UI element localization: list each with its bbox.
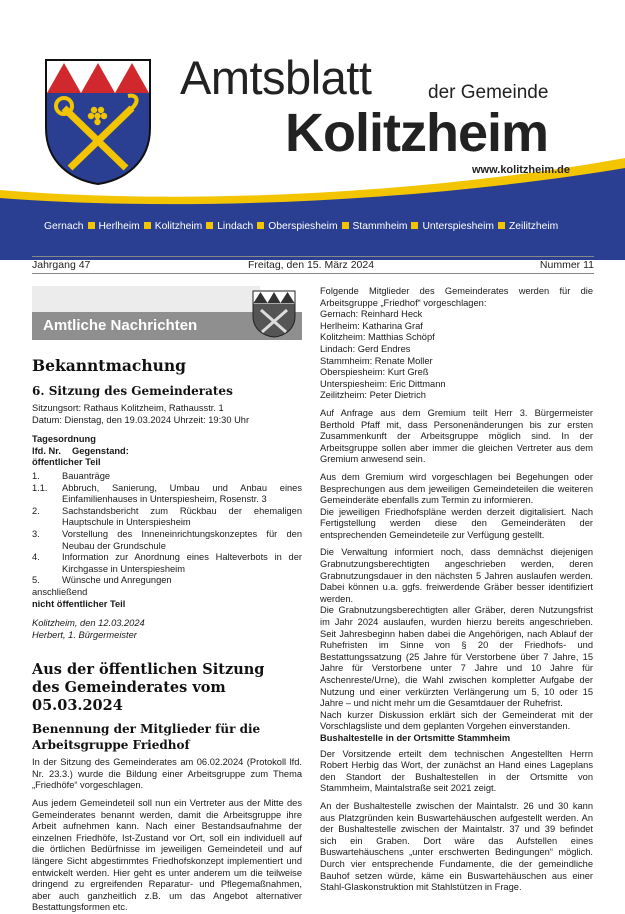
heading-public-session (32, 661, 302, 715)
district-name: Lindach (217, 221, 254, 232)
paragraph: Die Grabnutzungsberechtigten aller Gräber, deren Nutzungsfrist im Jahr 2024 auslaufen, wurden hierzu bereits angeschrieben. Seit Jahresbeginn haben dabei die Angehörigen, nach Ablauf der Ruhefristen im Sinne von § 20 der Friedhofs- und Bestattungssatzung (25 Jahre für Verstorbene über 7 Jahre, 15 Jahre für Verstorbene unter 7 Jahre und 10 Jahre für Aschenreste/Urne), die Wahl zwischen kompletter Aufgabe der Nutzung und einer verkürzten Verlängerung um 5, 10 oder 15 Jahre – und nicht mehr um die Gesamtdauer der Ruhefrist. (320, 605, 593, 709)
agenda-col-subject: Gegenstand: (72, 445, 129, 456)
member-item: Oberspiesheim: Kurt Greß (320, 367, 429, 378)
district-name: Zeilitzheim (509, 221, 559, 232)
member-item: Lindach: Gerd Endres (320, 343, 411, 354)
right-column (320, 286, 593, 894)
district-name: Stammheim (352, 221, 408, 232)
subheading-bus-stop: Bushaltestelle in der Ortsmitte Stammheim (320, 732, 511, 743)
district-name: Unterspiesheim (422, 221, 495, 232)
issue-volume: Jahrgang 47 (32, 259, 91, 271)
issue-info-bar (32, 256, 594, 274)
agenda-item: 1. Bauanträge (32, 470, 111, 481)
heading-line: Benennung der Mitglieder für die (32, 722, 261, 737)
agenda-title: Tagesordnung (32, 434, 96, 445)
signature-place-date: Kolitzheim, den 12.03.2024 (32, 618, 145, 629)
left-column (32, 357, 302, 914)
paragraph: Auf Anfrage aus dem Gremium teilt Herr 3. Bürgermeister Berthold Pfaff mit, dass Personenänderungen bis zur ersten Zusammenkunft der Arbeitsgruppe möglich sind. In der Arbeitsgruppe sollen aber immer die gleichen Vertreter aus dem Gremium anwesend sein. (320, 407, 593, 465)
agenda-col-number: lfd. Nr. (32, 445, 61, 456)
district-name: Oberspiesheim (268, 221, 338, 232)
non-public-part-label: nicht öffentlicher Teil (32, 598, 126, 609)
agenda-item: 5. Wünsche und Anregungen (32, 575, 172, 586)
heading-bekanntmachung: Bekanntmachung (32, 356, 186, 375)
heading-line: des Gemeinderates vom 05.03.2024 (32, 679, 226, 715)
square-bullet-icon (257, 222, 264, 229)
then-label: anschließend (32, 586, 88, 597)
paragraph: Der Vorsitzende erteilt dem technischen Angestellten Herrn Robert Herbig das Wort, der zunächst an Hand eines Lageplans den Standort der Bushaltestellen in der Ortsmitte von Stammheim, Maintalstraße seit 2021 zeigt. (320, 748, 593, 794)
agenda-item: 1.1. Abbruch, Sanierung, Umbau und Anbau eines Einfamilienhauses in Unterspiesheim, Rosenstr. 3 (32, 482, 302, 505)
district-name: Herlheim (98, 221, 140, 232)
paragraph: Aus dem Gremium wird vorgeschlagen bei Begehungen oder Besprechungen aus dem jeweiligen Gemeindeteilen die weiteren Gemeinderäte ebenfalls zum Termin zu informieren. (320, 471, 593, 506)
meeting-date: Datum: Dienstag, den 19.03.2024 Uhrzeit: 19:30 Uhr (32, 414, 250, 425)
website-link[interactable]: www.kolitzheim.de (472, 164, 570, 176)
paragraph: Folgende Mitglieder des Gemeinderates werden für die Arbeitsgruppe „Friedhof“ vorgeschlagen: (320, 286, 593, 308)
paragraph: In der Sitzung des Gemeinderates am 06.02.2024 (Protokoll lfd. Nr. 23.3.) wurde die Bildung einer Arbeitsgruppe zum Thema „Friedhöfe“ vorgeschlagen. (32, 757, 302, 791)
signature-name: Herbert, 1. Bürgermeister (32, 629, 137, 640)
meeting-place: Sitzungsort: Rathaus Kolitzheim, Rathausstr. 1 (32, 403, 224, 413)
square-bullet-icon (144, 222, 151, 229)
square-bullet-icon (88, 222, 95, 229)
member-item: Unterspiesheim: Eric Dittmann (320, 378, 446, 389)
coat-of-arms-icon (44, 58, 152, 186)
issue-number: Nummer 11 (539, 259, 594, 271)
member-item: Herlheim: Katharina Graf (320, 320, 423, 331)
square-bullet-icon (411, 222, 418, 229)
masthead-municipality: Kolitzheim (285, 103, 549, 163)
issue-date: Freitag, den 15. März 2024 (248, 259, 375, 271)
heading-line: Arbeitsgruppe Friedhof (32, 738, 190, 753)
small-coat-of-arms-icon (252, 290, 296, 338)
paragraph: Die jeweiligen Friedhofspläne werden derzeit digitalisiert. Nach Fertigstellung werden diese den Gemeinderäten der entsprechenden Gemeindeteile zur Verfügung gestellt. (320, 506, 593, 540)
square-bullet-icon (342, 222, 349, 229)
masthead-title: Amtsblatt (180, 51, 372, 104)
paragraph: An der Bushaltestelle zwischen der Maintalstr. 26 und 30 kann aus Platzgründen kein Buswartehäuschen aufgestellt werden. An der Bushaltestelle zwischen der Maintalstr. 37 und 39 befindet sich ein Graben. Dort wäre das Aufstellen eines Buswartehäuschens „unter erschwerten Bedingungen“ möglich. Durch vier entsprechende Fundamente, die der gemeindliche Bauhof setzen würde, käme ein Buswartehäuschen aus einer Stahl-Glaskonstruktion mit Stahlstützen in Frage. (320, 800, 593, 893)
public-part-label: öffentlicher Teil (32, 457, 101, 468)
square-bullet-icon (498, 222, 505, 229)
masthead-subtitle: der Gemeinde (428, 82, 549, 103)
square-bullet-icon (206, 222, 213, 229)
district-list (44, 220, 604, 234)
paragraph: Aus jedem Gemeindeteil soll nun ein Vertreter aus der Mitte des Gemeinderates benannt werden, damit die Arbeitsgruppe ihre Arbeit aufnehmen kann. Nach einer Bestandsaufnahme der einzelnen Friedhöfe, Ist-Zustand vor Ort, soll ein individuell auf die örtlichen Bedürfnisse im jeweiligen Gemeindeteil und auf längere Sicht abgestimmtes Friedhofskonzept implementiert und entwickelt werden. Hier geht es unter anderem um die teilweise dringend zu ergreifenden Reparatur- und Pflegemaßnahmen, aber auch ganzheitlich z.B. um das Angebot alternativer Bestattungsformen etc. (32, 798, 302, 913)
section-label-shade (32, 286, 260, 312)
agenda-header-row (32, 446, 302, 458)
paragraph: Nach kurzer Diskussion erklärt sich der Gemeinderat mit der Vorschlagsliste und dem geplanten Vorgehen einverstanden. (320, 709, 593, 732)
heading-line: Aus der öffentlichen Sitzung (32, 661, 265, 679)
section-label: Amtliche Nachrichten (43, 317, 198, 334)
paragraph: Die Verwaltung informiert noch, dass demnächst diejenigen Grabnutzungsberechtigten angeschrieben werden, deren Grabnutzungsdauer in den nächsten 5 Jahren auslaufen werden. Dabei können u.a. ggfs. freiwerdende Gräber besser identifiziert werden. (320, 547, 593, 604)
agenda-item: 4. Information zur Anordnung eines Halteverbots in der Kirchgasse in Unterspiesheim (32, 552, 302, 574)
district-name: Kolitzheim (154, 221, 203, 232)
member-item: Zeilitzheim: Peter Dietrich (320, 390, 426, 401)
heading-benennung (32, 721, 302, 753)
member-item: Kolitzheim: Matthias Schöpf (320, 332, 435, 343)
member-item: Stammheim: Renate Moller (320, 355, 433, 366)
agenda-item: 2. Sachstandsbericht zum Rückbau der ehemaligen Hauptschule in Unterspiesheim (32, 505, 302, 528)
agenda-item: 3. Vorstellung des Inneneinrichtungskonzeptes für den Neubau der Grundschule (32, 528, 302, 551)
heading-sitzung: 6. Sitzung des Gemeinderates (32, 384, 233, 398)
member-item: Gernach: Reinhard Heck (320, 309, 423, 320)
district-name: Gernach (44, 221, 84, 232)
